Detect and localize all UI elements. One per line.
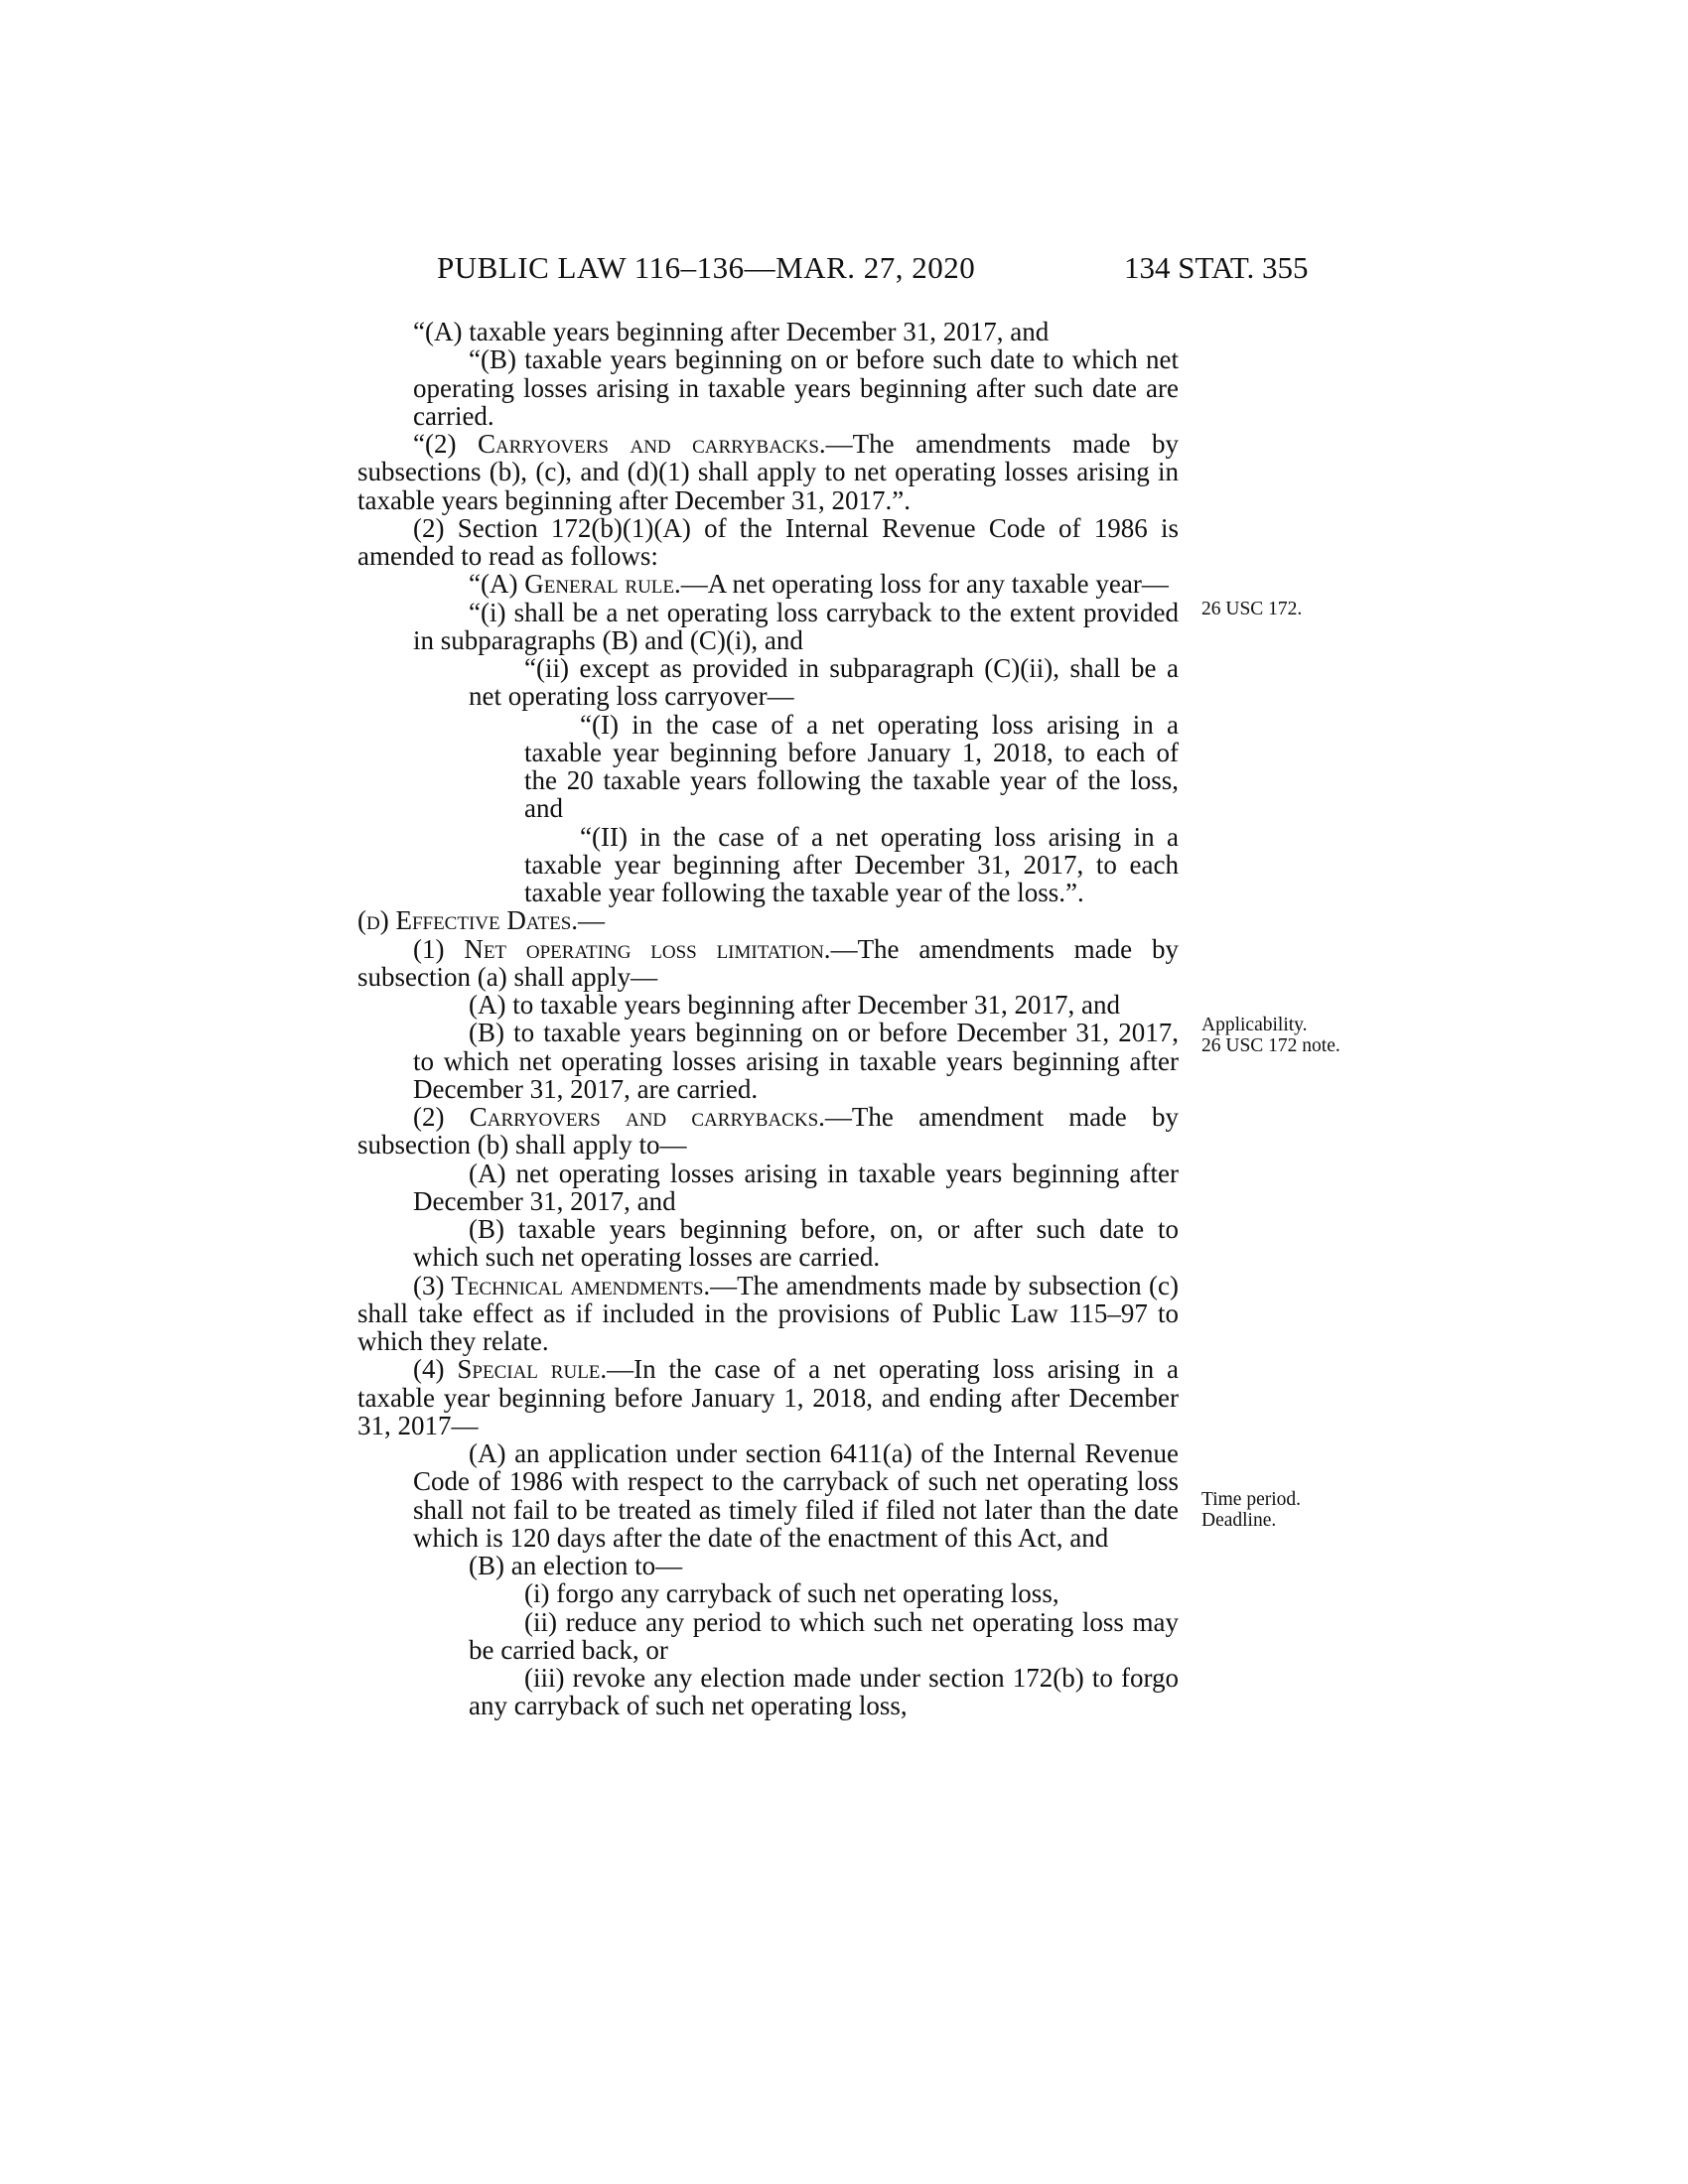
- margin-note-deadline: Deadline.: [1201, 1510, 1277, 1531]
- paragraph: (iii) revoke any election made under section 172(b) to forgo any carryback of such net operating loss,: [469, 1663, 1179, 1721]
- margin-note-usc172: 26 USC 172.: [1201, 599, 1303, 619]
- margin-note-time-period: Time period.: [1201, 1489, 1302, 1510]
- paragraph: (B) to taxable years beginning on or before December 31, 2017, to which net operating losses arising in taxable years beginning after December 31, 2017, are carried.: [413, 1018, 1179, 1104]
- paragraph: “(B) taxable years beginning on or before such date to which net operating losses arising in taxable years beginning after such date are carried.: [413, 344, 1179, 431]
- paragraph: (ii) reduce any period to which such net operating loss may be carried back, or: [469, 1606, 1179, 1665]
- paragraph: (d) Effective Dates.—: [357, 905, 606, 936]
- paragraph: (1) Net operating loss limitation.—The amendments made by subsection (a) shall apply—: [357, 933, 1179, 992]
- paragraph: (B) an election to—: [469, 1551, 683, 1580]
- page-header-title: PUBLIC LAW 116–136—MAR. 27, 2020: [437, 250, 976, 285]
- margin-note-usc172-note: 26 USC 172 note.: [1201, 1035, 1340, 1056]
- page-header-stat: 134 STAT. 355: [1124, 250, 1309, 285]
- paragraph: “(A) taxable years beginning after December 31, 2017, and: [413, 317, 1050, 346]
- margin-note-applicability: Applicability.: [1201, 1015, 1308, 1035]
- paragraph: (3) Technical amendments.—The amendments made by subsection (c) shall take effect as if included in the provisions of Public Law 115–97 to which they relate.: [357, 1270, 1179, 1356]
- paragraph: (A) an application under section 6411(a) of the Internal Revenue Code of 1986 with respect to the carryback of such net operating loss shall not fail to be treated as timely filed if filed not later than the date which is 120 days after the date of the enactment of this Act, and: [413, 1438, 1179, 1553]
- paragraph: (2) Section 172(b)(1)(A) of the Internal Revenue Code of 1986 is amended to read as follows:: [357, 512, 1179, 571]
- paragraph: “(II) in the case of a net operating loss arising in a taxable year beginning after December 31, 2017, to each taxable year following the taxable year of the loss.”.: [524, 821, 1179, 907]
- paragraph: “(ii) except as provided in subparagraph (C)(ii), shall be a net operating loss carryover—: [469, 653, 1179, 712]
- paragraph: (2) Carryovers and carrybacks.—The amendment made by subsection (b) shall apply to—: [357, 1102, 1180, 1160]
- paragraph: (A) net operating losses arising in taxable years beginning after December 31, 2017, and: [413, 1158, 1179, 1216]
- paragraph: “(A) General rule.—A net operating loss for any taxable year—: [469, 569, 1169, 600]
- paragraph: “(I) in the case of a net operating loss arising in a taxable year beginning before January 1, 2018, to each of the 20 taxable years following the taxable year of the loss, and: [524, 709, 1179, 824]
- paragraph: (4) Special rule.—In the case of a net operating loss arising in a taxable year beginning before January 1, 2018, and ending after December 31, 2017—: [357, 1354, 1179, 1440]
- paragraph: (B) taxable years beginning before, on, or after such date to which such net operating losses are carried.: [413, 1214, 1179, 1273]
- document-body: [357, 318, 1179, 1720]
- paragraph: (A) to taxable years beginning after December 31, 2017, and: [469, 990, 1121, 1020]
- paragraph: “(2) Carryovers and carrybacks.—The amendments made by subsections (b), (c), and (d)(1) shall apply to net operating losses arising in taxable years beginning after December 31, 2017.”.: [357, 429, 1179, 515]
- paragraph: (i) forgo any carryback of such net operating loss,: [524, 1578, 1059, 1609]
- paragraph: “(i) shall be a net operating loss carryback to the extent provided in subparagraphs (B) and (C)(i), and: [413, 597, 1179, 655]
